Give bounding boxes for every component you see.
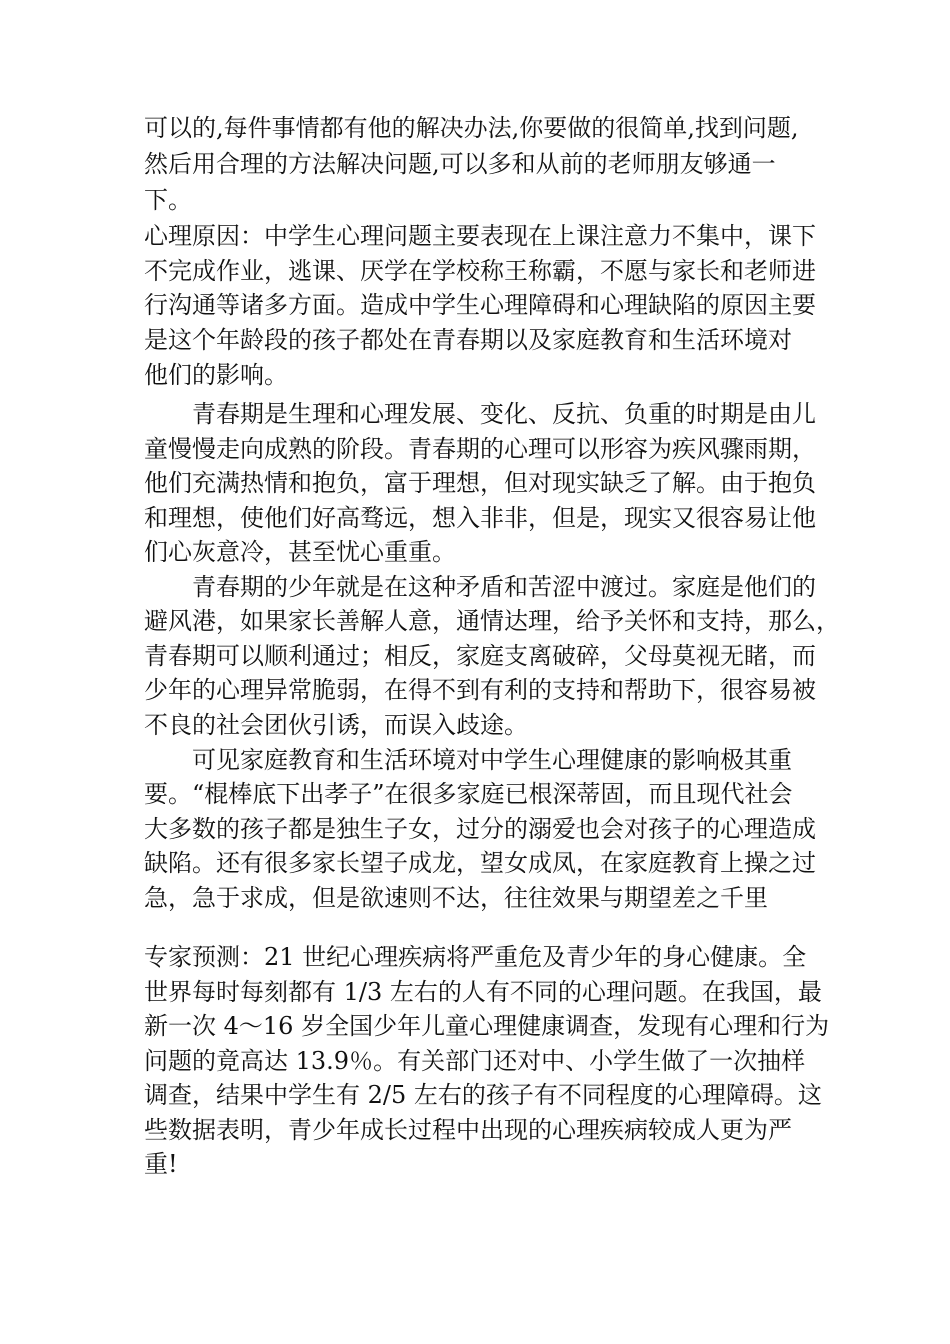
text-line: 青春期的少年就是在这种矛盾和苦涩中渡过。家庭是他们的 [192,573,816,601]
text-line: 们心灰意冷，甚至忧心重重。 [144,538,456,566]
text-line: 然后用合理的方法解决问题,可以多和从前的老师朋友够通一 [144,150,776,178]
text-line: 重! [144,1150,178,1178]
text-line: 可见家庭教育和生活环境对中学生心理健康的影响极其重 [192,746,792,774]
text-line: 心理原因：中学生心理问题主要表现在上课注意力不集中，课下 [144,222,816,250]
text-line: 可以的,每件事情都有他的解决办法,你要做的很简单,找到问题, [144,114,799,142]
text-line: 不良的社会团伙引诱，而误入歧途。 [144,711,528,739]
text-line: 青春期可以顺利通过；相反，家庭支离破碎，父母莫视无睹，而 [144,642,816,670]
text-line: 世界每时每刻都有 1/3 左右的人有不同的心理问题。在我国，最 [144,978,822,1006]
text-line: 专家预测：21 世纪心理疾病将严重危及青少年的身心健康。全 [144,943,807,971]
text-line: 急，急于求成，但是欲速则不达，往往效果与期望差之千里 [144,884,768,912]
text-line: 童慢慢走向成熟的阶段。青春期的心理可以形容为疾风骤雨期， [144,435,816,463]
text-line: 少年的心理异常脆弱，在得不到有利的支持和帮助下，很容易被 [144,676,816,704]
text-line: 不完成作业，逃课、厌学在学校称王称霸，不愿与家长和老师进 [144,257,816,285]
text-line: 行沟通等诸多方面。造成中学生心理障碍和心理缺陷的原因主要 [144,291,816,319]
text-line: 些数据表明，青少年成长过程中出现的心理疾病较成人更为严 [144,1116,792,1144]
text-line: 问题的竟高达 13.9％。有关部门还对中、小学生做了一次抽样 [144,1047,806,1075]
text-line: 要。“棍棒底下出孝子”在很多家庭已根深蒂固，而且现代社会 [144,780,793,808]
text-line: 新一次 4～16 岁全国少年儿童心理健康调查，发现有心理和行为 [144,1012,830,1040]
text-line: 和理想，使他们好高骛远，想入非非，但是，现实又很容易让他 [144,504,816,532]
text-line: 青春期是生理和心理发展、变化、反抗、负重的时期是由儿 [192,400,816,428]
text-line: 他们的影响。 [144,361,288,389]
text-line: 下。 [144,186,192,214]
text-line: 避风港，如果家长善解人意，通情达理，给予关怀和支持，那么， [144,607,840,635]
text-line: 是这个年龄段的孩子都处在青春期以及家庭教育和生活环境对 [144,326,792,354]
text-line: 他们充满热情和抱负，富于理想，但对现实缺乏了解。由于抱负 [144,469,816,497]
text-line: 大多数的孩子都是独生子女，过分的溺爱也会对孩子的心理造成 [144,815,816,843]
text-line: 缺陷。还有很多家长望子成龙，望女成凤，在家庭教育上操之过 [144,849,816,877]
text-line: 调查，结果中学生有 2/5 左右的孩子有不同程度的心理障碍。这 [144,1081,822,1109]
